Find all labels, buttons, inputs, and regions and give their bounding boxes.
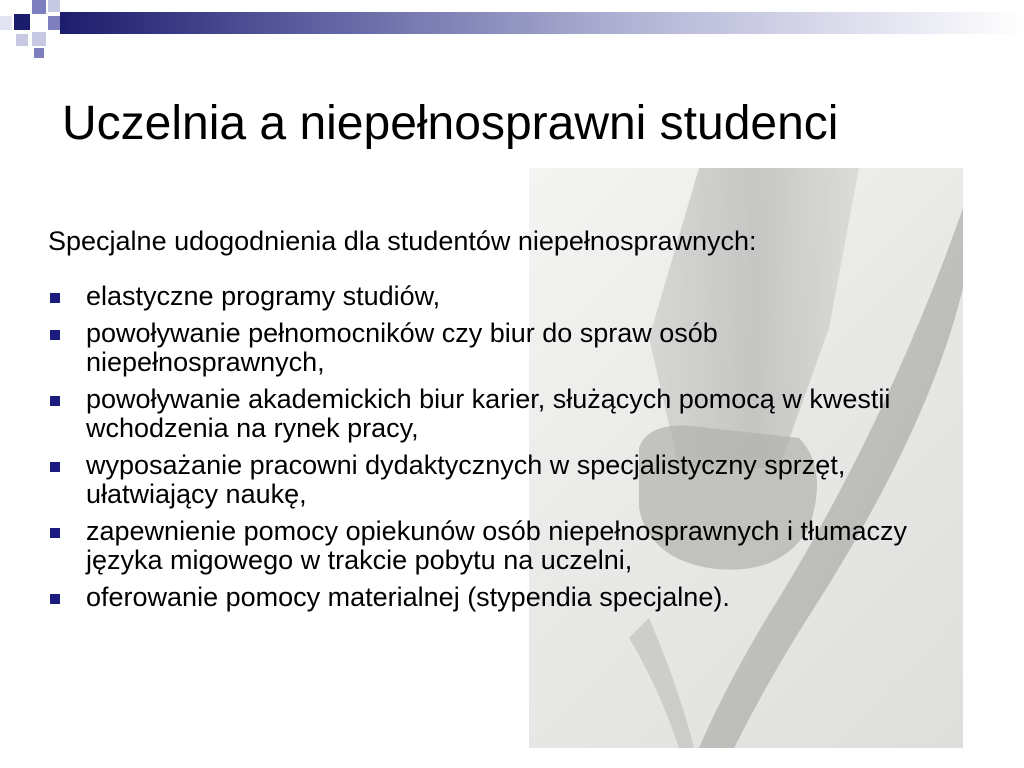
list-item — [48, 517, 978, 575]
decor-square — [14, 14, 30, 30]
decor-square — [34, 48, 44, 58]
bullet-list — [48, 282, 978, 620]
list-item-text: elastyczne programy studiów, — [86, 281, 441, 311]
decor-square — [16, 34, 28, 46]
square-bullet-icon — [50, 330, 60, 340]
list-item-text: powoływanie akademickich biur karier, służących pomocą w kwestii wchodzenia na rynek pracy, — [86, 384, 891, 443]
list-item-text: powoływanie pełnomocników czy biur do spraw osób niepełnosprawnych, — [86, 318, 718, 377]
wheel-rim-inner — [629, 618, 694, 748]
list-item — [48, 451, 978, 509]
decor-square — [48, 0, 60, 12]
slide-title: Uczelnia a niepełnosprawni studenci — [62, 97, 839, 150]
square-bullet-icon — [50, 462, 60, 472]
list-item — [48, 282, 978, 311]
list-item — [48, 385, 978, 443]
list-item-text: wyposażanie pracowni dydaktycznych w specjalistyczny sprzęt, ułatwiający naukę, — [86, 450, 846, 509]
list-item — [48, 319, 978, 377]
list-item-text: oferowanie pomocy materialnej (stypendia specjalne). — [86, 582, 730, 612]
list-item — [48, 583, 978, 612]
header-gradient-band — [60, 12, 1024, 34]
square-bullet-icon — [50, 396, 60, 406]
decor-square — [0, 16, 12, 30]
intro-text: Specjalne udogodnienia dla studentów niepełnosprawnych: — [48, 226, 757, 256]
list-item-text: zapewnienie pomocy opiekunów osób niepełnosprawnych i tłumaczy języka migowego w trakcie pobytu na uczelni, — [86, 516, 907, 575]
square-bullet-icon — [50, 528, 60, 538]
decor-square — [32, 0, 46, 14]
decor-square — [48, 16, 60, 30]
decor-square — [32, 32, 46, 46]
square-bullet-icon — [50, 594, 60, 604]
square-bullet-icon — [50, 293, 60, 303]
